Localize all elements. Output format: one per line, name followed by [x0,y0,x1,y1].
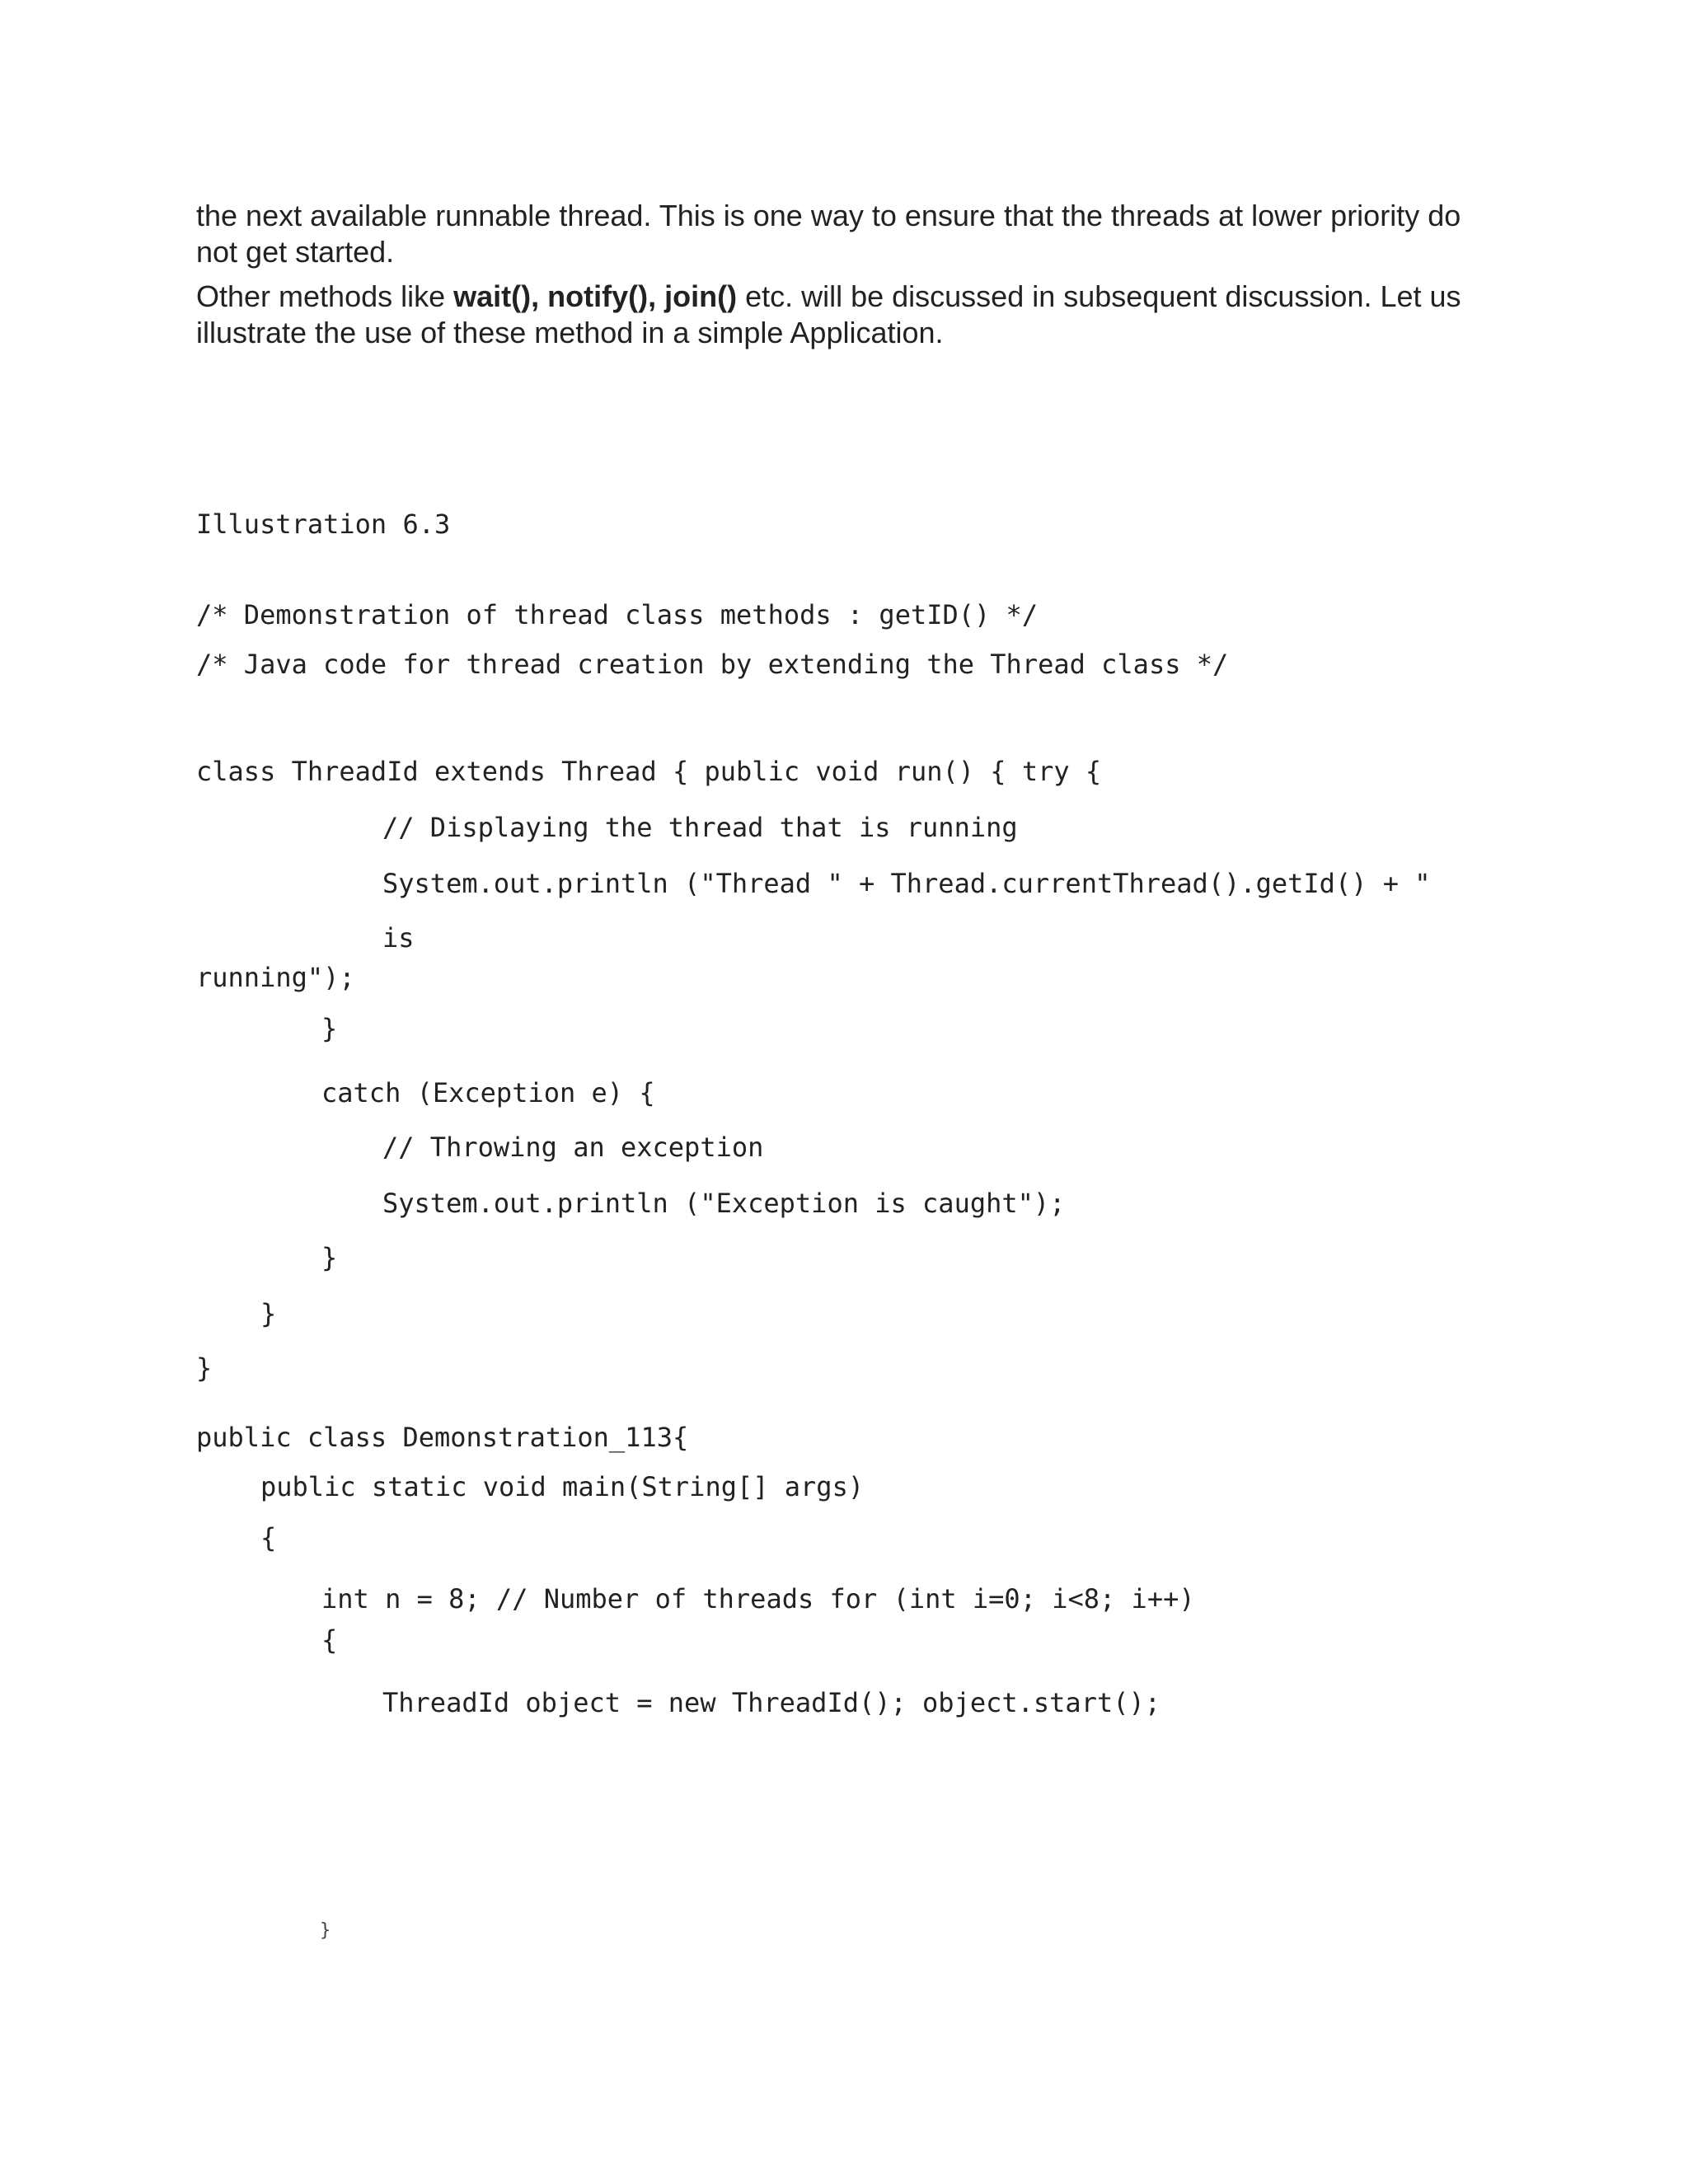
code-line: class ThreadId extends Thread { public void run() { try { [196,756,1102,787]
code-comment-line: // Displaying the thread that is running [382,812,1018,843]
code-brace-small: } [320,1920,331,1941]
code-line: System.out.println ("Exception is caught"); [382,1188,1066,1219]
code-brace: } [321,1242,338,1273]
code-line: is [382,922,415,954]
code-brace: } [196,1352,213,1384]
code-line: public static void main(String[] args) [260,1471,865,1502]
code-brace: { [321,1624,338,1656]
code-line: catch (Exception e) { [321,1077,655,1108]
illustration-title: Illustration 6.3 [196,509,451,540]
code-brace: } [260,1298,277,1329]
code-line: public class Demonstration_113{ [196,1422,689,1453]
code-comment-line: // Throwing an exception [382,1132,764,1163]
paragraph-methods-bold: wait(), notify(), join() [453,279,738,313]
paragraph-intro: the next available runnable thread. This is one way to ensure that the threads at lower priority do not get started. [196,199,1461,269]
code-line: System.out.println ("Thread " + Thread.currentThread().getId() + " [382,868,1431,899]
code-comment-line: /* Java code for thread creation by extending the Thread class */ [196,649,1229,680]
code-comment-line: /* Demonstration of thread class methods : getID() */ [196,599,1039,630]
paragraph-methods-suffix: etc. will be discussed in subsequent discussion. Let us illustrate the use of these method in a simple Application. [196,279,1461,349]
paragraph-methods [196,279,1482,351]
code-line: ThreadId object = new ThreadId(); object.start(); [382,1687,1161,1718]
code-line: int n = 8; // Number of threads for (int i=0; i<8; i++) [321,1583,1195,1615]
code-brace: } [321,1013,338,1044]
paragraph-methods-prefix: Other methods like [196,279,454,313]
code-line: running"); [196,962,355,993]
code-brace: { [260,1522,277,1554]
